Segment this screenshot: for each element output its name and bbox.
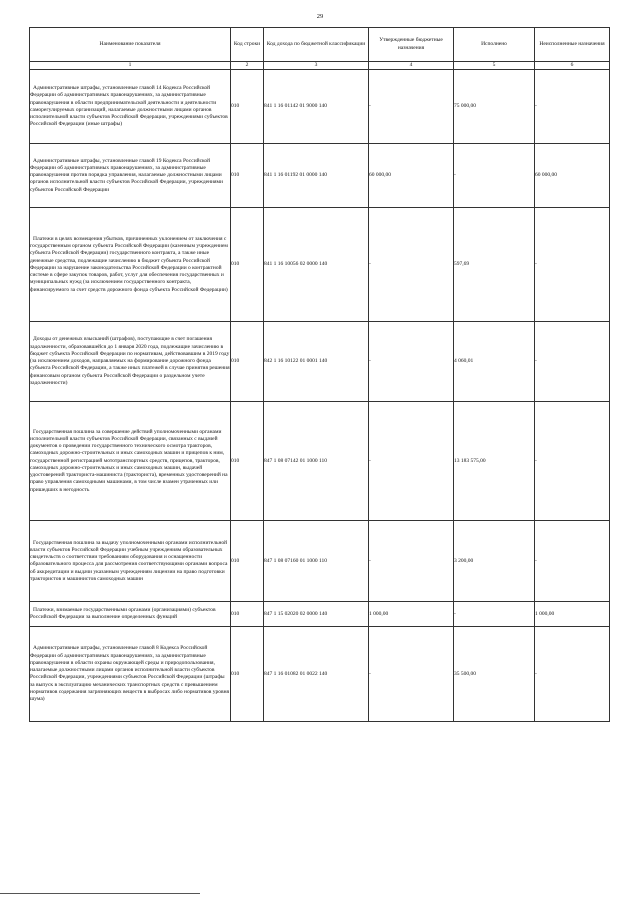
column-number: 4 bbox=[369, 62, 454, 70]
approved-value: - bbox=[369, 208, 454, 322]
approved-value: - bbox=[369, 402, 454, 521]
budget-execution-table bbox=[29, 27, 610, 722]
header-indicator-name: Наименование показателя bbox=[30, 28, 231, 62]
unexecuted-value: - bbox=[535, 521, 610, 602]
approved-value: 60 000,00 bbox=[369, 144, 454, 208]
header-unexecuted: Неисполненные назначения bbox=[535, 28, 610, 62]
line-code: 010 bbox=[231, 322, 264, 402]
indicator-name: Государственная пошлина за совершение действий уполномоченными органами исполнительной власти субъектов Российской Федерации, связанных с выдачей документов о проведении государственного технического осмотра тракторов, самоходных дорожно-строительных и иных самоходных машин и прицепов к ним, государственной регистрацией мототранспортных средств, прицепов, тракторов, самоходных дорожно-строительных и иных самоходных машин, выдачей удостоверений тракториста-машиниста (тракториста), временных удостоверений на право управления самоходными машинами, в том числе взамен утраченных или пришедших в негодность bbox=[30, 402, 231, 521]
executed-value: 3 200,00 bbox=[454, 521, 535, 602]
classification-code: 847 1 08 07142 01 1000 110 bbox=[264, 402, 369, 521]
line-code: 010 bbox=[231, 144, 264, 208]
column-number: 3 bbox=[264, 62, 369, 70]
executed-value: - bbox=[454, 144, 535, 208]
column-number-row bbox=[30, 62, 610, 70]
approved-value: - bbox=[369, 521, 454, 602]
indicator-name: Административные штрафы, установленные главой 8 Кодекса Российской Федерации об административных правонарушениях, за административные правонарушения в области охраны окружающей среды и природопользования, налагаемые должностными лицами органов исполнительной власти субъектов Российской Федерации, учреждениями субъектов Российской Федерации (штрафы за выпуск в эксплуатацию механических транспортных средств с превышением нормативов содержания загрязняющих веществ в выбросах либо нормативов уровня шума) bbox=[30, 627, 231, 722]
line-code: 010 bbox=[231, 208, 264, 322]
classification-code: 847 1 08 07160 01 1000 110 bbox=[264, 521, 369, 602]
page-number: 29 bbox=[316, 13, 324, 20]
classification-code: 847 1 15 02020 02 0000 140 bbox=[264, 602, 369, 627]
table-row bbox=[30, 70, 610, 144]
line-code: 010 bbox=[231, 521, 264, 602]
indicator-name: Доходы от денежных взысканий (штрафов), поступающие в счет погашения задолженности, образовавшейся до 1 января 2020 года, подлежащие зачислению в бюджет субъекта Российской Федерации по нормативам, действовавшим в 2019 году (за исключением доходов, направляемых на формирование дорожного фонда субъекта Российской Федерации, а также иных платежей в случае принятия решения финансовым органом субъекта Российской Федерации о раздельном учете задолженности) bbox=[30, 322, 231, 402]
approved-value: 1 000,00 bbox=[369, 602, 454, 627]
indicator-name: Платежи, взимаемые государственными органами (организациями) субъектов Российской Федерации за выполнение определенных функций bbox=[30, 602, 231, 627]
unexecuted-value: - bbox=[535, 208, 610, 322]
indicator-name: Государственная пошлина за выдачу уполномоченными органами исполнительной власти субъектов Российской Федерации учебным учреждениям образовательных свидетельств о соответствии требованиям оборудования и оснащенности образовательного процесса для рассмотрения соответствующими органами вопроса об аккредитации и выдачи указанным учреждениям лицензии на право подготовки трактористов и машинистов самоходных машин bbox=[30, 521, 231, 602]
line-code: 010 bbox=[231, 602, 264, 627]
executed-value: - bbox=[454, 602, 535, 627]
header-classification-code: Код дохода по бюджетной классификации bbox=[264, 28, 369, 62]
classification-code: 841 1 16 01192 01 0000 140 bbox=[264, 144, 369, 208]
column-number: 6 bbox=[535, 62, 610, 70]
header-line-code: Код строки bbox=[231, 28, 264, 62]
header-executed: Исполнено bbox=[454, 28, 535, 62]
column-number: 1 bbox=[30, 62, 231, 70]
classification-code: 841 1 16 10056 02 0000 140 bbox=[264, 208, 369, 322]
executed-value: 13 183 575,00 bbox=[454, 402, 535, 521]
table-row bbox=[30, 521, 610, 602]
classification-code: 847 1 16 01082 01 0022 140 bbox=[264, 627, 369, 722]
table-row bbox=[30, 144, 610, 208]
approved-value: - bbox=[369, 322, 454, 402]
unexecuted-value: 1 000,00 bbox=[535, 602, 610, 627]
executed-value: 35 500,00 bbox=[454, 627, 535, 722]
table-row bbox=[30, 627, 610, 722]
unexecuted-value: 60 000,00 bbox=[535, 144, 610, 208]
table-row bbox=[30, 402, 610, 521]
table-row bbox=[30, 208, 610, 322]
table-header-row bbox=[30, 28, 610, 62]
executed-value: 597,69 bbox=[454, 208, 535, 322]
indicator-name: Административные штрафы, установленные главой 19 Кодекса Российской Федерации об административных правонарушениях, за административные правонарушения против порядка управления, налагаемые должностными лицами органов исполнительной власти субъектов Российской Федерации, учреждениями субъектов Российской Федерации bbox=[30, 144, 231, 208]
line-code: 010 bbox=[231, 402, 264, 521]
classification-code: 842 1 16 10122 01 0001 140 bbox=[264, 322, 369, 402]
column-number: 5 bbox=[454, 62, 535, 70]
approved-value: - bbox=[369, 70, 454, 144]
table-row bbox=[30, 602, 610, 627]
unexecuted-value: - bbox=[535, 627, 610, 722]
line-code: 010 bbox=[231, 627, 264, 722]
header-approved: Утвержденные бюджетные назначения bbox=[369, 28, 454, 62]
table-row bbox=[30, 322, 610, 402]
approved-value: - bbox=[369, 627, 454, 722]
unexecuted-value: - bbox=[535, 402, 610, 521]
executed-value: 4 060,01 bbox=[454, 322, 535, 402]
page-bottom-rule bbox=[0, 893, 200, 894]
column-number: 2 bbox=[231, 62, 264, 70]
line-code: 010 bbox=[231, 70, 264, 144]
indicator-name: Платежи в целях возмещения убытков, причиненных уклонением от заключения с государственным органом субъекта Российской Федерации (казенным учреждением субъекта Российской Федерации) государственного контракта, а также иные денежные средства, подлежащие зачислению в бюджет субъекта Российской Федерации за нарушение законодательства Российской Федерации о контрактной системе в сфере закупок товаров, работ, услуг для обеспечения государственных и муниципальных нужд (за исключением государственного контракта, финансируемого за счет средств дорожного фонда субъекта Российской Федерации) bbox=[30, 208, 231, 322]
executed-value: 75 000,00 bbox=[454, 70, 535, 144]
unexecuted-value: - bbox=[535, 70, 610, 144]
classification-code: 841 1 16 01142 01 9000 140 bbox=[264, 70, 369, 144]
unexecuted-value: - bbox=[535, 322, 610, 402]
indicator-name: Административные штрафы, установленные главой 14 Кодекса Российской Федерации об административных правонарушениях, за административные правонарушения в области предпринимательской деятельности и деятельности саморегулируемых организаций, налагаемые должностными лицами органов исполнительной власти субъектов Российской Федерации, учреждениями субъектов Российской Федерации (иные штрафы) bbox=[30, 70, 231, 144]
